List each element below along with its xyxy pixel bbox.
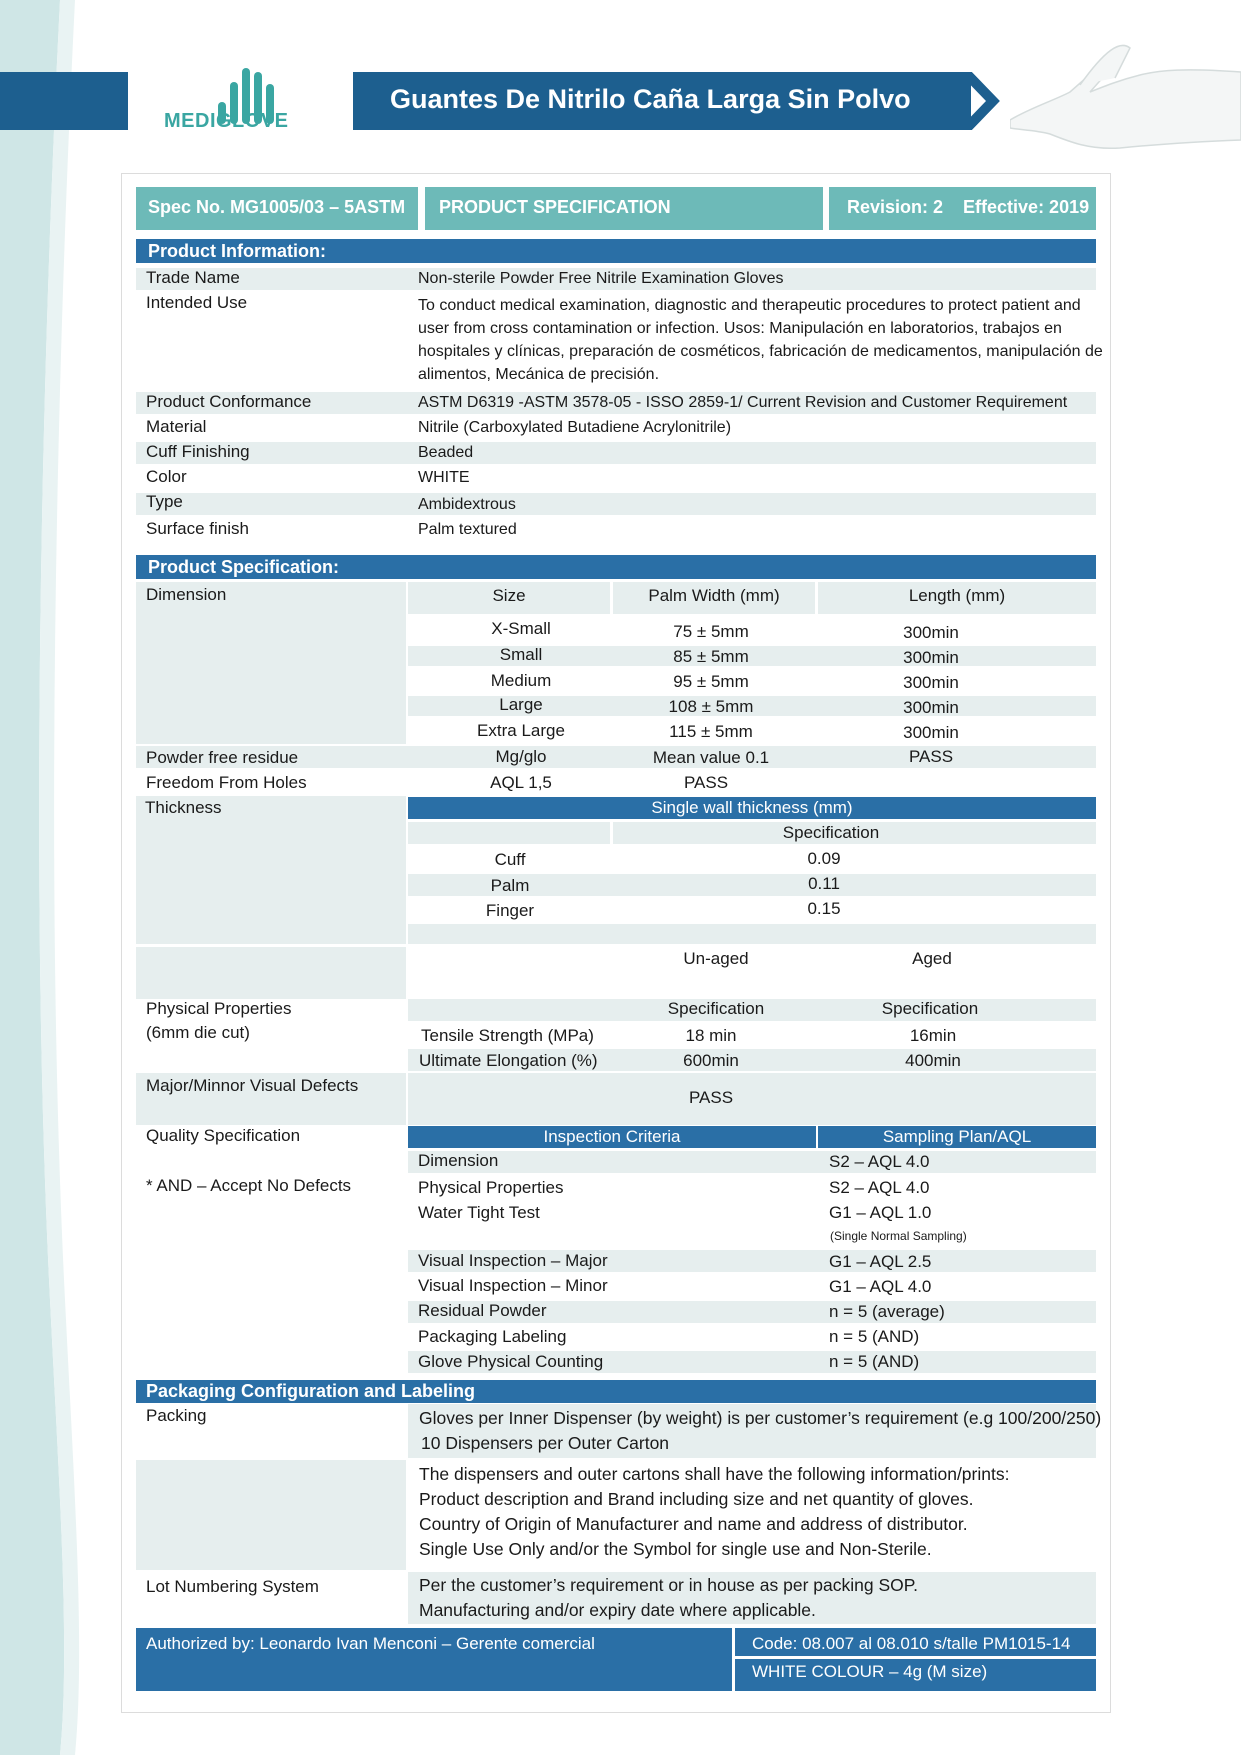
visual-result: PASS	[688, 1088, 734, 1107]
glove-image	[1010, 30, 1241, 150]
label-material: Material	[146, 417, 207, 436]
authorized-by: Authorized by: Leonardo Ivan Menconi – Gerente comercial	[146, 1634, 595, 1653]
powder-unit: Mg/glo	[495, 747, 547, 766]
qc-physical: Physical Properties	[418, 1178, 564, 1197]
dim-palm-xl: 115 ± 5mm	[669, 722, 753, 741]
label-col-shade	[136, 947, 406, 999]
row-shade	[408, 924, 1096, 944]
thickness-header: Single wall thickness (mm)	[408, 797, 1096, 819]
label-physical-2: (6mm die cut)	[146, 1023, 250, 1042]
dim-size-l: Large	[499, 695, 543, 714]
dim-palm-l: 108 ± 5mm	[668, 697, 754, 716]
row-shade	[408, 822, 610, 844]
dim-header-palm: Palm Width (mm)	[648, 586, 780, 605]
tensile-label: Tensile Strength (MPa)	[421, 1026, 594, 1045]
page-title: Guantes De Nitrilo Caña Larga Sin Polvo	[390, 84, 911, 114]
qc-counting-aql: n = 5 (AND)	[829, 1352, 920, 1371]
dim-size-m: Medium	[490, 671, 552, 690]
value-intended-use-4: alimentos, Mecánica de precisión.	[418, 366, 660, 383]
qc-dimension: Dimension	[418, 1151, 499, 1170]
elongation-unaged: 600min	[683, 1051, 739, 1070]
qc-visual-major-aql: G1 – AQL 2.5	[829, 1252, 932, 1271]
holes-aql: AQL 1,5	[490, 773, 552, 792]
value-material: Nitrile (Carboxylated Butadiene Acrylonitrile)	[418, 419, 732, 436]
print-line-4: Single Use Only and/or the Symbol for single use and Non-Sterile.	[419, 1539, 932, 1559]
label-quality: Quality Specification	[146, 1126, 301, 1145]
print-line-2: Product description and Brand including size and net quantity of gloves.	[419, 1489, 974, 1509]
value-conformance: ASTM D6319 -ASTM 3578-05 - ISSO 2859-1/ Current Revision and Customer Requirement	[418, 394, 1068, 411]
qc-visual-minor-aql: G1 – AQL 4.0	[829, 1277, 932, 1296]
label-holes: Freedom From Holes	[146, 773, 307, 792]
label-powder: Powder free residue	[146, 748, 299, 767]
qc-water-aql: G1 – AQL 1.0	[829, 1203, 932, 1222]
dim-size-xl: Extra Large	[477, 721, 565, 740]
thickness-cuff-label: Cuff	[494, 850, 526, 869]
value-intended-use-2: user from cross contamination or infection. Usos: Manipulación en laboratorios, trabajos en	[418, 320, 1062, 337]
elongation-aged: 400min	[905, 1051, 961, 1070]
footer-divider	[732, 1628, 735, 1691]
qc-residual-aql: n = 5 (average)	[829, 1302, 945, 1321]
physical-aged: Aged	[912, 949, 952, 968]
dim-palm-m: 95 ± 5mm	[673, 672, 749, 691]
dim-palm-xs: 75 ± 5mm	[673, 622, 749, 641]
powder-value: Mean value 0.1	[652, 748, 770, 767]
label-thickness: Thickness	[145, 798, 222, 817]
label-trade-name: Trade Name	[146, 268, 240, 287]
label-surface: Surface finish	[146, 519, 249, 538]
quality-col1-header: Inspection Criteria	[408, 1126, 816, 1148]
chevron-right-icon	[958, 72, 1008, 130]
value-surface: Palm textured	[418, 521, 517, 538]
print-line-1: The dispensers and outer cartons shall have the following information/prints:	[419, 1464, 1010, 1484]
brand-name: MEDIGLOVE	[164, 110, 289, 132]
powder-result: PASS	[908, 747, 954, 766]
value-intended-use-3: hospitales y clínicas, preparación de cosméticos, fabricación de medicamentos, manipulación de	[418, 343, 1103, 360]
qc-packaging-aql: n = 5 (AND)	[829, 1327, 920, 1346]
row-shade	[408, 1151, 1096, 1173]
qc-visual-minor: Visual Inspection – Minor	[418, 1276, 608, 1295]
label-visual-defects: Major/Minnor Visual Defects	[146, 1076, 359, 1095]
background-curve	[0, 0, 120, 1755]
dim-length-m: 300min	[903, 673, 959, 692]
doc-type: PRODUCT SPECIFICATION	[425, 187, 823, 230]
thickness-cuff-value: 0.09	[807, 849, 841, 868]
physical-unaged: Un-aged	[683, 949, 749, 968]
thickness-finger-value: 0.15	[807, 899, 841, 918]
packing-line-1: Gloves per Inner Dispenser (by weight) is per customer’s requirement (e.g 100/200/250)	[419, 1408, 1102, 1428]
dim-palm-s: 85 ± 5mm	[673, 647, 749, 666]
tensile-aged: 16min	[909, 1026, 957, 1045]
product-spec-heading: Product Specification:	[136, 555, 1096, 579]
packaging-heading: Packaging Configuration and Labeling	[136, 1380, 1096, 1403]
qc-visual-major: Visual Inspection – Major	[418, 1251, 608, 1270]
value-intended-use-1: To conduct medical examination, diagnostic and therapeutic procedures to protect patient and	[418, 297, 1081, 314]
row-shade	[136, 493, 1096, 515]
label-col-shade	[136, 582, 406, 744]
label-intended-use: Intended Use	[146, 293, 248, 312]
label-lot: Lot Numbering System	[146, 1577, 319, 1596]
dim-length-l: 300min	[903, 698, 959, 717]
thickness-palm-value: 0.11	[808, 874, 840, 893]
thickness-palm-label: Palm	[490, 876, 530, 895]
label-cuff: Cuff Finishing	[146, 442, 250, 461]
lot-line-2: Manufacturing and/or expiry date where applicable.	[419, 1600, 816, 1620]
dim-header-length: Length (mm)	[908, 586, 1006, 605]
label-col-shade	[136, 1460, 406, 1570]
label-packing: Packing	[146, 1406, 207, 1425]
value-trade-name: Non-sterile Powder Free Nitrile Examination Gloves	[418, 270, 784, 287]
label-color: Color	[146, 467, 187, 486]
value-color: WHITE	[418, 469, 470, 486]
packing-line-2: 10 Dispensers per Outer Carton	[421, 1433, 670, 1453]
footer-variant: WHITE COLOUR – 4g (M size)	[752, 1662, 988, 1681]
qc-sampling-note: (Single Normal Sampling)	[830, 1229, 967, 1243]
lot-line-1: Per the customer’s requirement or in house as per packing SOP.	[419, 1575, 919, 1595]
footer-code: Code: 08.007 al 08.010 s/talle PM1015-14	[752, 1634, 1071, 1653]
qc-counting: Glove Physical Counting	[418, 1352, 604, 1371]
revision-info: Revision: 2 Effective: 2019	[829, 187, 1096, 230]
dim-length-xs: 300min	[903, 623, 959, 642]
value-cuff: Beaded	[418, 444, 474, 461]
value-type: Ambidextrous	[418, 496, 516, 513]
holes-result: PASS	[683, 773, 729, 792]
quality-col2-header: Sampling Plan/AQL	[818, 1126, 1096, 1148]
qc-packaging: Packaging Labeling	[418, 1327, 567, 1346]
dim-size-s: Small	[499, 645, 543, 664]
product-info-heading: Product Information:	[136, 239, 1096, 263]
label-physical-1: Physical Properties	[146, 999, 292, 1018]
row-shade	[136, 442, 1096, 464]
banner-left-bar	[0, 72, 128, 130]
dim-size-xs: X-Small	[491, 619, 551, 638]
tensile-unaged: 18 min	[685, 1026, 737, 1045]
print-line-3: Country of Origin of Manufacturer and name and address of distributor.	[419, 1514, 968, 1534]
quality-note: * AND – Accept No Defects	[146, 1176, 352, 1195]
dim-header-size: Size	[492, 586, 526, 605]
qc-dimension-aql: S2 – AQL 4.0	[829, 1152, 930, 1171]
physical-spec-2: Specification	[881, 999, 979, 1018]
dim-length-s: 300min	[903, 648, 959, 667]
qc-water: Water Tight Test	[418, 1203, 540, 1222]
dim-length-xl: 300min	[903, 723, 959, 742]
thickness-finger-label: Finger	[485, 901, 535, 920]
label-dimension: Dimension	[146, 585, 227, 604]
elongation-label: Ultimate Elongation (%)	[419, 1051, 598, 1070]
label-conformance: Product Conformance	[146, 392, 312, 411]
qc-residual: Residual Powder	[418, 1301, 547, 1320]
footer-divider-h	[735, 1656, 1096, 1659]
label-type: Type	[146, 492, 183, 511]
spec-number: Spec No. MG1005/03 – 5ASTM	[136, 187, 418, 230]
thickness-spec-header: Specification	[782, 823, 880, 842]
physical-spec-1: Specification	[667, 999, 765, 1018]
qc-physical-aql: S2 – AQL 4.0	[829, 1178, 930, 1197]
